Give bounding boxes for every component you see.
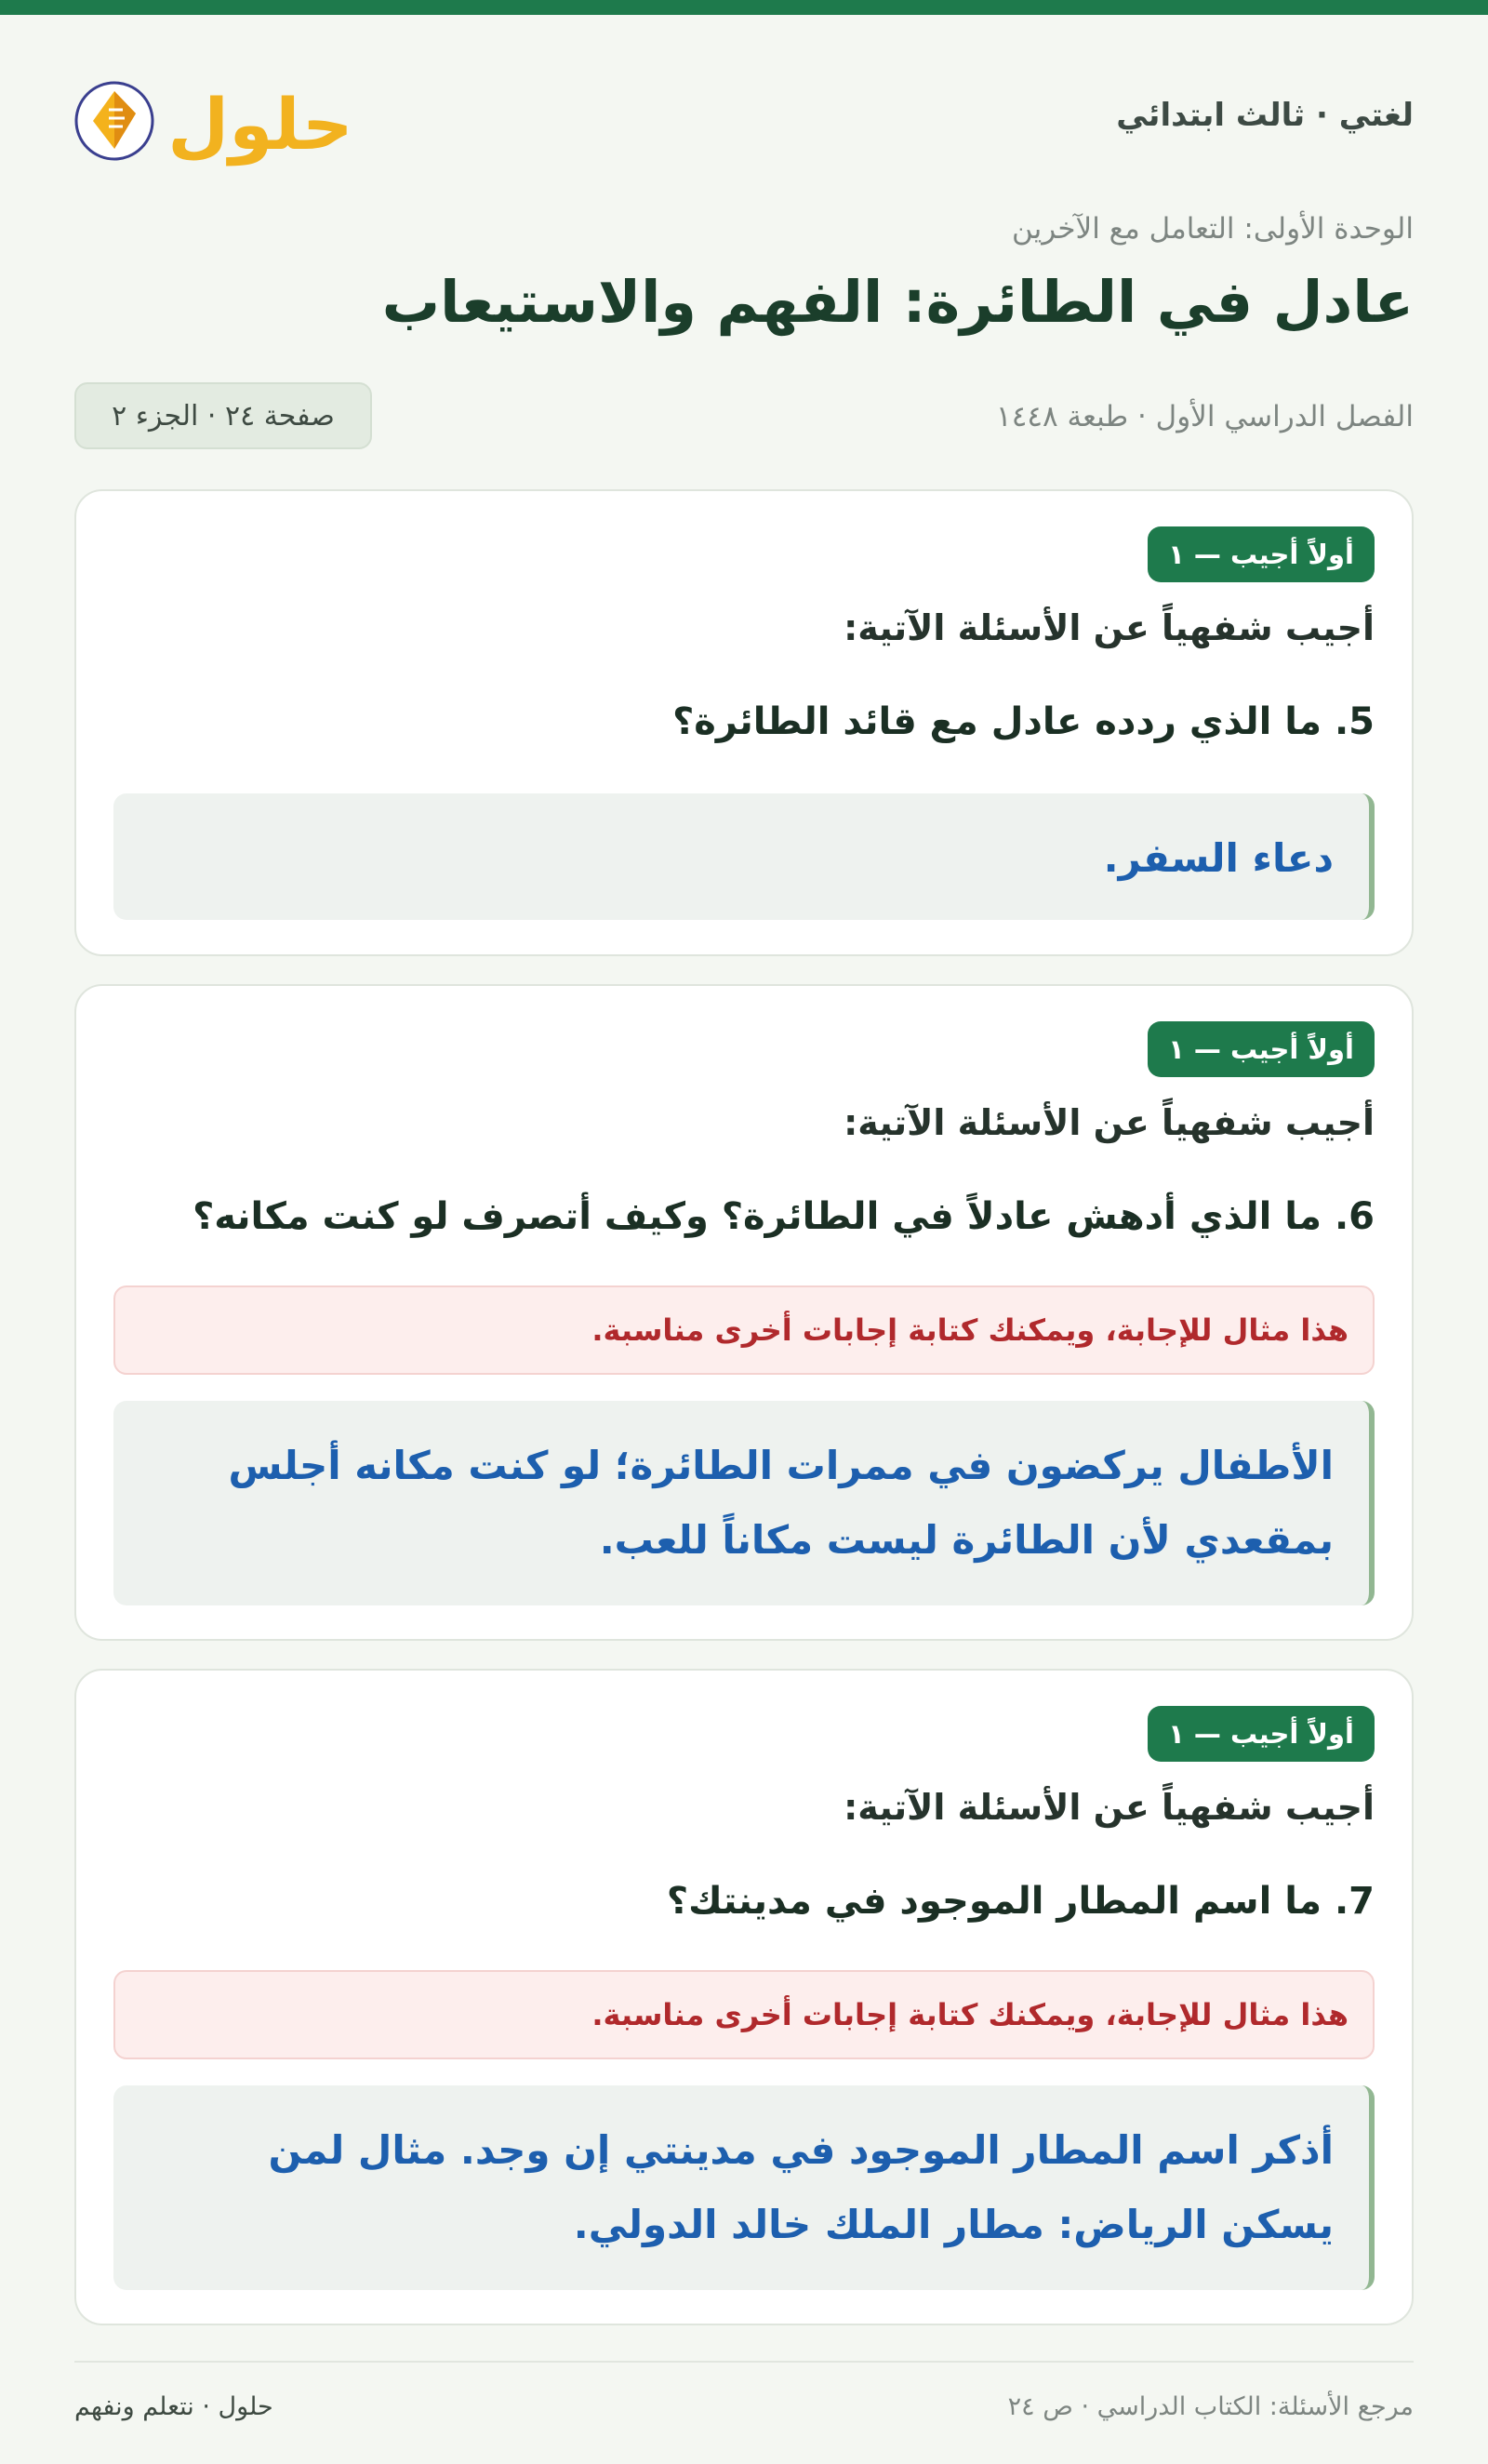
instruction-text: أجيب شفهياً عن الأسئلة الآتية:	[844, 1787, 1375, 1828]
footer-divider	[74, 2361, 1414, 2363]
question-text: 7. ما اسم المطار الموجود في مدينتك؟	[666, 1880, 1375, 1923]
question-card-6	[74, 984, 1414, 1641]
edition-info: الفصل الدراسي الأول · طبعة ١٤٤٨	[996, 400, 1414, 433]
question-text: 5. ما الذي ردده عادل مع قائد الطائرة؟	[672, 700, 1375, 743]
answer-box	[113, 2085, 1375, 2290]
header	[74, 56, 1414, 177]
footer-brand[interactable]: حلول · نتعلم ونفهم	[74, 2392, 273, 2421]
answer-box	[113, 1401, 1375, 1605]
footer-reference: مرجع الأسئلة: الكتاب الدراسي · ص ٢٤	[1007, 2392, 1414, 2421]
section-badge: أولاً أجيب — ١	[1148, 1021, 1375, 1077]
answer-text: أذكر اسم المطار الموجود في مدينتي إن وجد. مثال لمن يسكن الرياض: مطار الملك خالد الدولي.	[268, 2127, 1334, 2247]
page-badge: صفحة ٢٤ · الجزء ٢	[74, 382, 372, 449]
page-title: عادل في الطائرة: الفهم والاستيعاب	[381, 268, 1414, 336]
example-note: هذا مثال للإجابة، ويمكنك كتابة إجابات أخرى مناسبة.	[113, 1285, 1375, 1375]
answer-text: دعاء السفر.	[1103, 835, 1334, 881]
unit-label: الوحدة الأولى: التعامل مع الآخرين	[1012, 212, 1414, 246]
top-accent-bar	[0, 0, 1488, 15]
section-badge: أولاً أجيب — ١	[1148, 526, 1375, 582]
logo-icon	[74, 56, 353, 177]
instruction-text: أجيب شفهياً عن الأسئلة الآتية:	[844, 1102, 1375, 1143]
question-card-7	[74, 1669, 1414, 2325]
answer-text: الأطفال يركضون في ممرات الطائرة؛ لو كنت مكانه أجلس بمقعدي لأن الطائرة ليست مكاناً للعب.	[228, 1443, 1334, 1563]
hulul-logo[interactable]	[74, 56, 353, 177]
example-note: هذا مثال للإجابة، ويمكنك كتابة إجابات أخرى مناسبة.	[113, 1970, 1375, 2059]
subject-label: لغتي · ثالث ابتدائي	[1116, 97, 1414, 134]
instruction-text: أجيب شفهياً عن الأسئلة الآتية:	[844, 607, 1375, 648]
section-badge: أولاً أجيب — ١	[1148, 1706, 1375, 1762]
logo-text: حلول	[167, 83, 353, 166]
question-text: 6. ما الذي أدهش عادلاً في الطائرة؟ وكيف أتصرف لو كنت مكانه؟	[193, 1195, 1375, 1238]
answer-box	[113, 793, 1375, 920]
question-card-5	[74, 489, 1414, 956]
